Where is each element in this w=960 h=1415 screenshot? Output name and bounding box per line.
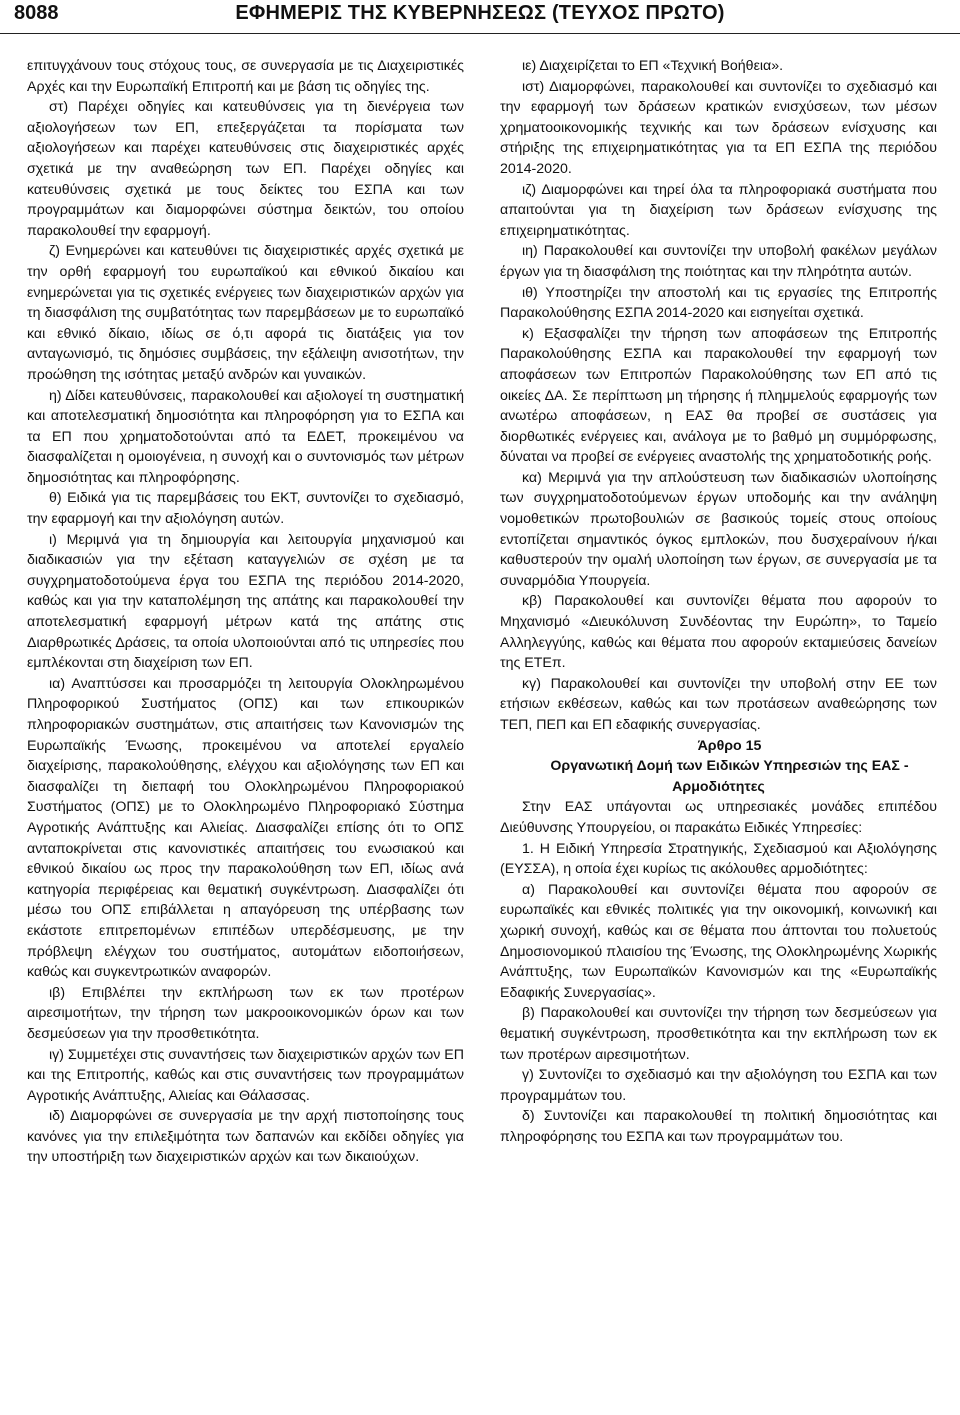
paragraph: δ) Συντονίζει και παρακολουθεί τη πολιτική δημοσιότητας και πληροφόρησης του ΕΣΠΑ και των προγραμμάτων του.	[500, 1108, 937, 1145]
paragraph: στ) Παρέχει οδηγίες και κατευθύνσεις για τη διενέργεια των αξιολογήσεων των ΕΠ, επεξεργάζεται τα πορίσματα των αξιολογήσεων και παρέχει κατευθύνσεις στις διαχειριστικές αρχές σχετικά με την αναθεώρηση των ΕΠ. Παρέχει οδηγίες και κατευθύνσεις σχετικά με τους δείκτες του ΕΣΠΑ και των προγραμμάτων και διαμορφώνει σύστημα δεικτών, του οποίου παρακολουθεί την εφαρμογή.	[27, 99, 464, 239]
paragraph: ιθ) Υποστηρίζει την αποστολή και τις εργασίες της Επιτροπής Παρακολούθησης ΕΣΠΑ 2014-2020 και εισηγείται σχετικά.	[500, 284, 937, 322]
running-title: ΕΦΗΜΕΡΙΣ ΤΗΣ ΚΥΒΕΡΝΗΣΕΩΣ (ΤΕΥΧΟΣ ΠΡΩΤΟ)	[235, 2, 725, 24]
paragraph: επιτυγχάνουν τους στόχους τους, σε συνεργασία με τις Διαχειριστικές Αρχές και την Ευρωπαϊκή Επιτροπή και με βάση τις οδηγίες της.	[27, 58, 464, 95]
paragraph: ιδ) Διαμορφώνει σε συνεργασία με την αρχή πιστοποίησης τους κανόνες για την επιλεξιμότητα των δαπανών και εκδίδει οδηγίες για την υποστήριξη των διαχειριστικών αρχών και των δικαιούχων.	[27, 1108, 464, 1166]
paragraph: ιη) Παρακολουθεί και συντονίζει την υποβολή φακέλων μεγάλων έργων για τη διασφάλιση της ποιότητας και την πληρότητα αυτών.	[500, 243, 937, 280]
paragraph: γ) Συντονίζει το σχεδιασμό και την αξιολόγηση του ΕΣΠΑ και των προγραμμάτων του.	[500, 1067, 937, 1104]
paragraph: η) Δίδει κατευθύνσεις, παρακολουθεί και αξιολογεί τη συστηματική και αποτελεσματική δημοσιότητα και πληροφόρηση για το ΕΣΠΑ και τα ΕΠ που χρηματοδοτούνται από τα ΕΔΕΤ, προκειμένου να διασφαλίζεται η ομοιογένεια, η συνοχή και ο συντονισμός των μέτρων δημοσιότητας και πληροφόρησης.	[27, 387, 464, 486]
paragraph: ια) Αναπτύσσει και προσαρμόζει τη λειτουργία Ολοκληρωμένου Πληροφορικού Συστήματος (ΟΠΣ) και των επικουρικών πληροφοριακών συστημάτων, στις απαιτήσεις των Κανονισμών της Ευρωπαϊκής Ένωσης, προκειμένου να αποτελεί εργαλείο διαχείρισης, παρακολούθησης, ελέγχου και αξιολόγησης των ΕΠ και διασφαλίζει τη διεπαφή του Ολοκληρωμένου Πληροφοριακού Συστήματος (ΟΠΣ) με το Ολοκληρωμένο Πληροφοριακό Σύστημα Αγροτικής Ανάπτυξης και Αλιείας. Διασφαλίζει επίσης ότι το ΟΠΣ ανταποκρίνεται στις κανονιστικές απαιτήσεις του ενωσιακού και εθνικού δικαίου ως προς την παρακολούθηση των ΕΠ, ιδίως ανά κατηγορία περιφέρειας και θεματική συγκέντρωση. Διασφαλίζει ότι μέσω του ΟΠΣ επιβάλλεται η απαγόρευση της υπέρβασης των εκάστοτε επιτρεπομένων επιπέδων υπερδέσμευσης, με την πρόβλεψη ελέγχων του συστήματος, αυτομάτων ειδοποιήσεων, καθώς και συγκεντρωτικών αναφορών.	[27, 675, 464, 981]
page-number: 8088	[14, 2, 59, 24]
paragraph: κα) Μεριμνά για την απλούστευση των διαδικασιών υλοποίησης των συγχρηματοδοτούμενων έργων υποδομής και την ανάληψη νομοθετικών πρωτοβουλιών σε βασικούς τομείς στους οποίους εντοπίζεται σημαντικός όγκος εμπλοκών, που δυσχεραίνουν ή/και καθυστερούν την ομαλή υλοποίηση των έργων, σε συνεργασία με τα συναρμόδια Υπουργεία.	[500, 469, 937, 589]
right-column	[500, 56, 937, 1147]
paragraph: ιστ) Διαμορφώνει, παρακολουθεί και συντονίζει το σχεδιασμό και την εφαρμογή των δράσεων κρατικών ενισχύσεων, των μέσων χρηματοοικονομικής τεχνικής και των δράσεων ενίσχυσης και στήριξης της επιχειρηματικότητας για τα ΕΠ ΕΣΠΑ της περιόδου 2014-2020.	[500, 78, 937, 177]
article-title: Οργανωτική Δομή των Ειδικών Υπηρεσιών της ΕΑΣ - Αρμοδιότητες	[550, 758, 909, 795]
paragraph: θ) Ειδικά για τις παρεμβάσεις του ΕΚΤ, συντονίζει το σχεδιασμό, την εφαρμογή και την αξιολόγηση αυτών.	[27, 490, 464, 528]
left-column	[27, 56, 464, 1168]
paragraph: κγ) Παρακολουθεί και συντονίζει την υποβολή στην ΕΕ των ετήσιων εκθέσεων, καθώς και των προτάσεων αναθεώρησης των ΤΕΠ, ΠΕΠ και ΕΠ εδαφικής συνεργασίας.	[500, 675, 937, 733]
paragraph: β) Παρακολουθεί και συντονίζει την τήρηση των δεσμεύσεων για θεματική συγκέντρωση, προσθετικότητα και την εκπλήρωση των εκ των προτέρων αιρεσιμοτήτων.	[500, 1005, 937, 1063]
paragraph: ιβ) Επιβλέπει την εκπλήρωση των εκ των προτέρων αιρεσιμοτήτων, την τήρηση των μακροοικονομικών όρων και των δεσμεύσεων για την προσθετικότητα.	[27, 984, 464, 1042]
paragraph: 1. Η Ειδική Υπηρεσία Στρατηγικής, Σχεδιασμού και Αξιολόγησης (ΕΥΣΣΑ), η οποία έχει κυρίως τις ακόλουθες αρμοδιότητες:	[500, 840, 937, 878]
paragraph: α) Παρακολουθεί και συντονίζει θέματα που αφορούν σε ευρωπαϊκές και εθνικές πολιτικές για την οικονομική, κοινωνική και χωρική συνοχή, καθώς και σε θέματα που άπτονται του πολυετούς Δημοσιονομικού πλαισίου της Ένωσης, της Ολοκληρωμένης Χωρικής Ανάπτυξης, των Ευρωπαϊκών Κανονισμών και της «Ευρωπαϊκής Εδαφικής Συνεργασίας».	[500, 881, 937, 1001]
paragraph: ι) Μεριμνά για τη δημιουργία και λειτουργία μηχανισμού και διαδικασιών για την εξέταση καταγγελιών σε σχέση με τα συγχρηματοδοτούμενα έργα του ΕΣΠΑ της περιόδου 2014-2020, καθώς και για την καταπολέμηση της απάτης και παρακολουθεί την αποτελεσματική εφαρμογή μέτρων κατά της απάτης στις Διαρθρωτικές Δράσεις, τα οποία υλοποιούνται από τις υπηρεσίες που εμπλέκονται στη διαχείριση των ΕΠ.	[27, 531, 464, 672]
paragraph: ζ) Ενημερώνει και κατευθύνει τις διαχειριστικές αρχές σχετικά με την ορθή εφαρμογή του ευρωπαϊκού και εθνικού δικαίου και ενημερώνεται για τις σχετικές ενέργειες των διαχειριστικών αρχών για τη διασφάλιση της συμβατότητας των παρεμβάσεων με το ευρωπαϊκό και εθνικό δίκαιο, ιδίως σε ό,τι αφορά τις διατάξεις για τον ανταγωνισμό, τις δημόσιες συμβάσεις, την εξάλειψη ανισοτήτων, την προώθηση της ισότητας μεταξύ ανδρών και γυναικών.	[27, 243, 464, 383]
page-header	[0, 0, 960, 36]
paragraph: ιγ) Συμμετέχει στις συναντήσεις των διαχειριστικών αρχών των ΕΠ και της Επιτροπής, καθώς και στις συναντήσεις των προγραμμάτων Αγροτικής Ανάπτυξης, Αλιείας και Θάλασσας.	[27, 1046, 464, 1104]
article-number: Άρθρο 15	[697, 737, 762, 754]
paragraph: ιζ) Διαμορφώνει και τηρεί όλα τα πληροφοριακά συστήματα που απαιτούνται για τη διαχείριση των δράσεων ενίσχυσης της επιχειρηματικότητας.	[500, 181, 937, 239]
paragraph: ιε) Διαχειρίζεται το ΕΠ «Τεχνική Βοήθεια».	[522, 58, 784, 74]
header-rule	[0, 33, 960, 34]
paragraph: κ) Εξασφαλίζει την τήρηση των αποφάσεων της Επιτροπής Παρακολούθησης ΕΣΠΑ και παρακολουθεί την εφαρμογή των αποφάσεων των Επιτροπών Παρακολούθησης των ΕΠ από τις οικείες ΔΑ. Σε περίπτωση μη τήρησης ή πλημμελούς εφαρμογής των ανωτέρω αποφάσεων, η ΕΑΣ θα προβεί σε συστάσεις για διορθωτικές ενέργειες και, ανάλογα με το βαθμό μη συμμόρφωσης, δύναται να προβεί σε ενέργειες αναστολής της χρηματοδοτικής ροής.	[500, 325, 937, 466]
paragraph: Στην ΕΑΣ υπάγονται ως υπηρεσιακές μονάδες επιπέδου Διεύθυνσης Υπουργείου, οι παρακάτω Ειδικές Υπηρεσίες:	[500, 799, 937, 836]
paragraph: κβ) Παρακολουθεί και συντονίζει θέματα που αφορούν το Μηχανισμό «Διευκόλυνση Συνδέοντας την Ευρώπη», το Ταμείο Αλληλεγγύης, καθώς και θέματα που αφορούν εκταμιεύσεις δανείων της ΕΤΕπ.	[500, 593, 937, 672]
